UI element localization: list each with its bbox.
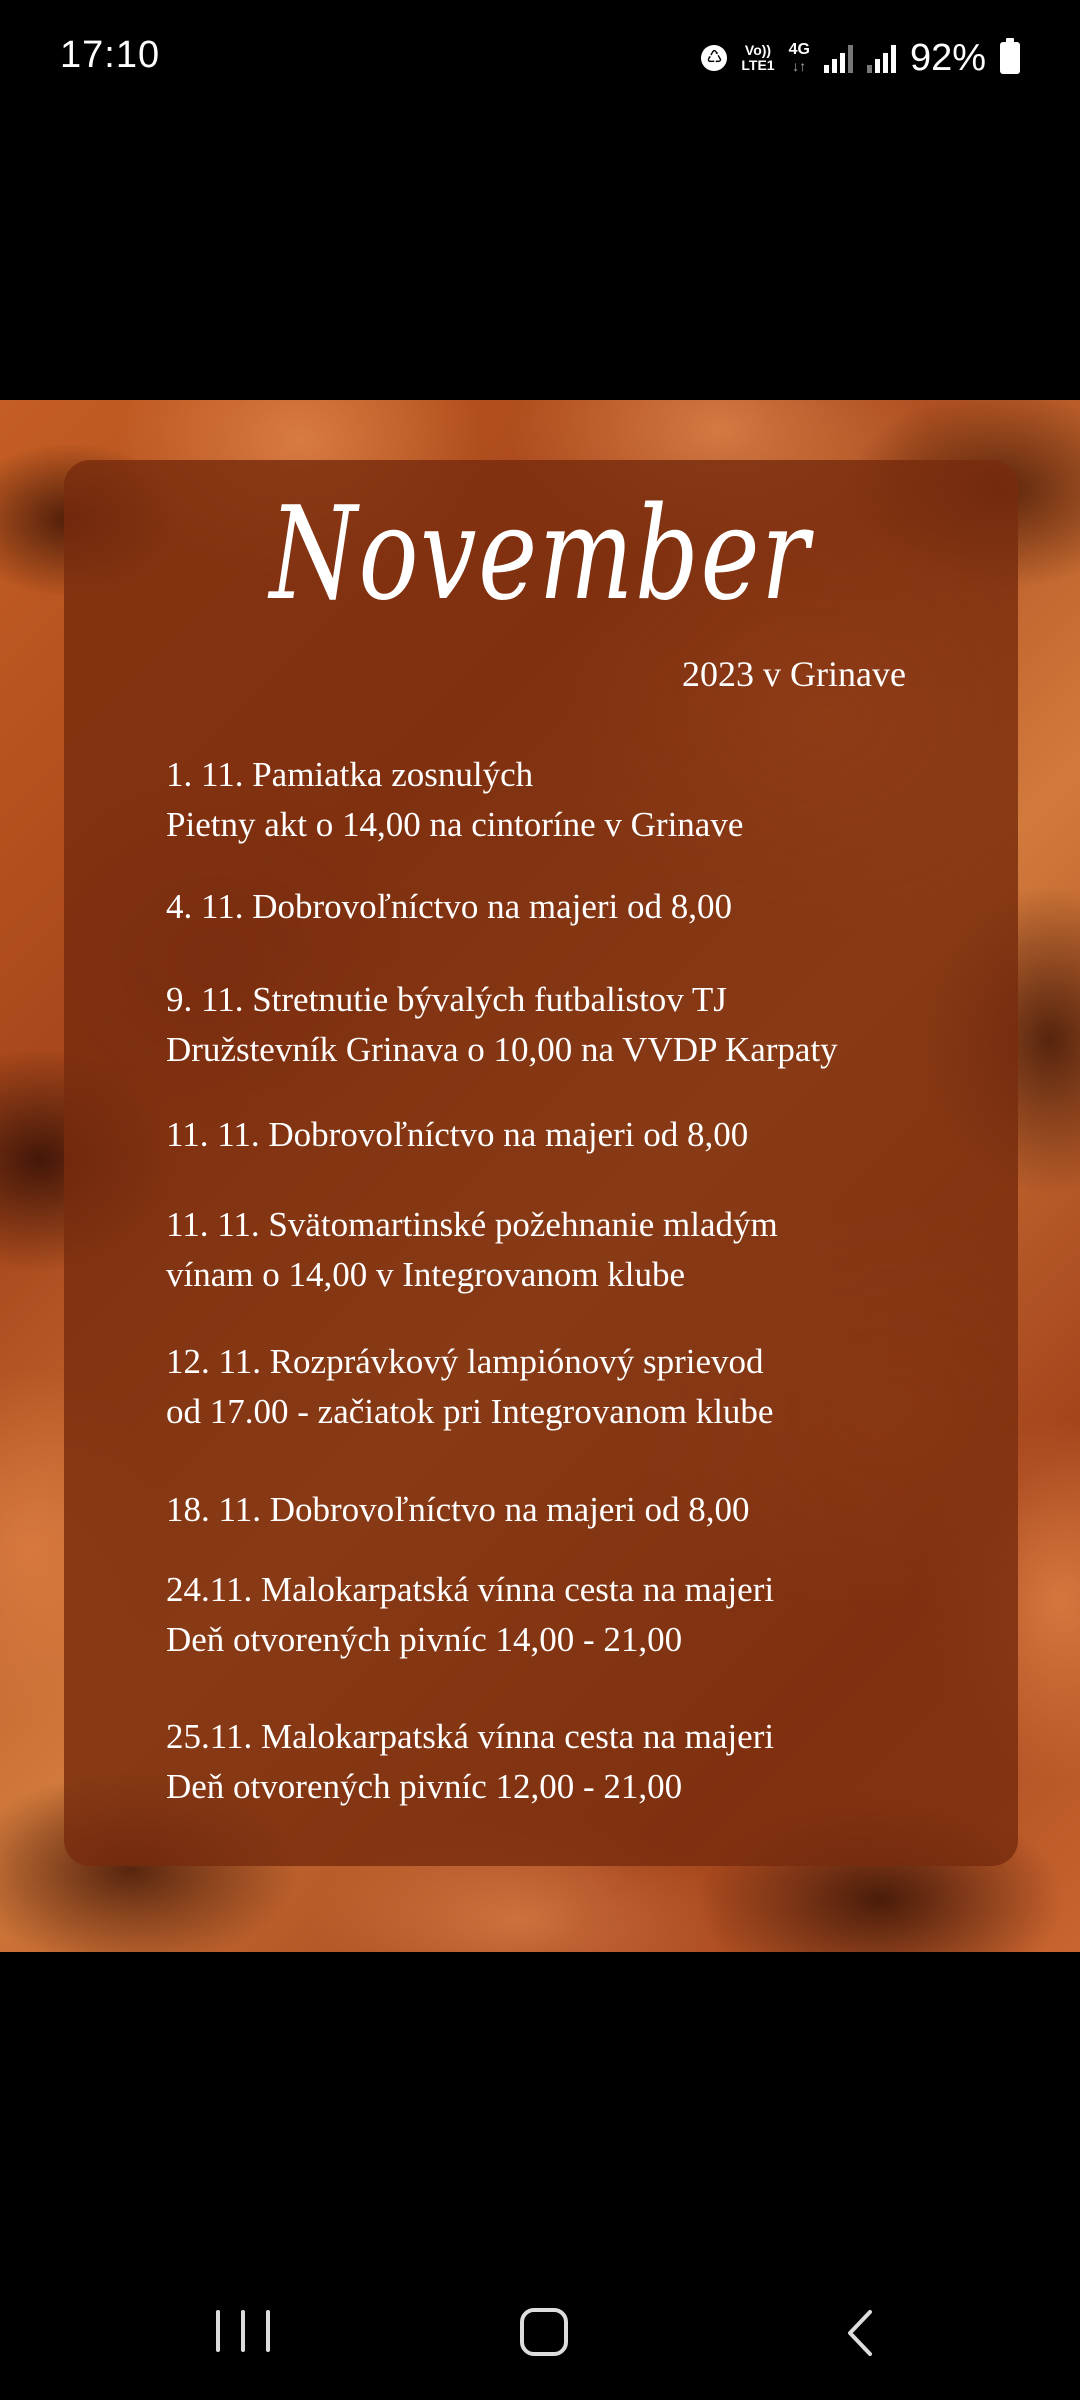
event-item: [166, 1485, 1006, 1535]
event-item: [166, 882, 1006, 932]
event-item: [166, 750, 1006, 850]
event-item: [166, 1110, 1006, 1160]
data-arrows-icon: ↓↑: [792, 58, 807, 74]
lte-label: LTE1: [741, 57, 775, 73]
event-line: 18. 11. Dobrovoľníctvo na majeri od 8,00: [166, 1490, 750, 1529]
data-saver-icon: ♺: [701, 45, 727, 71]
recent-apps-icon[interactable]: [216, 2310, 270, 2354]
event-line: 11. 11. Svätomartinské požehnanie mladým: [166, 1205, 778, 1244]
event-line: od 17.00 - začiatok pri Integrovanom klube: [166, 1392, 774, 1431]
poster-title: November: [269, 480, 811, 629]
event-line: 9. 11. Stretnutie bývalých futbalistov TJ: [166, 980, 727, 1019]
network-label: 4G: [788, 41, 810, 58]
event-line: Družstevník Grinava o 10,00 na VVDP Karpaty: [166, 1030, 838, 1069]
signal-sim2-icon: [867, 43, 896, 73]
event-line: Deň otvorených pivníc 12,00 - 21,00: [166, 1767, 683, 1806]
event-line: Pietny akt o 14,00 na cintoríne v Grinave: [166, 805, 744, 844]
event-line: Deň otvorených pivníc 14,00 - 21,00: [166, 1620, 683, 1659]
navigation-bar: [0, 2260, 1080, 2400]
event-line: vínam o 14,00 v Integrovanom klube: [166, 1255, 686, 1294]
battery-icon: [1000, 42, 1020, 74]
event-line: 25.11. Malokarpatská vínna cesta na majeri: [166, 1717, 775, 1756]
event-line: 11. 11. Dobrovoľníctvo na majeri od 8,00: [166, 1115, 749, 1154]
status-bar: [0, 0, 1080, 120]
event-line: 1. 11. Pamiatka zosnulých: [166, 755, 534, 794]
signal-sim1-icon: [824, 43, 853, 73]
event-item: [166, 1712, 1006, 1812]
event-item: [166, 1565, 1006, 1665]
event-item: [166, 1200, 1006, 1300]
event-item: [166, 1337, 1006, 1437]
poster-subtitle: 2023 v Grinave: [682, 654, 906, 694]
event-line: 12. 11. Rozprávkový lampiónový sprievod: [166, 1342, 764, 1381]
event-line: 4. 11. Dobrovoľníctvo na majeri od 8,00: [166, 887, 733, 926]
event-line: 24.11. Malokarpatská vínna cesta na majeri: [166, 1570, 775, 1609]
poster-image[interactable]: [0, 400, 1080, 1952]
back-icon[interactable]: [836, 2308, 886, 2358]
volte-icon: [741, 43, 774, 73]
volte-label: Vo)): [744, 42, 772, 58]
event-item: [166, 975, 1006, 1075]
status-time: 17:10: [60, 34, 161, 76]
home-icon[interactable]: [520, 2308, 568, 2356]
battery-percent: 92%: [909, 36, 986, 79]
status-icons: [701, 34, 1020, 82]
4g-icon: [789, 42, 810, 74]
